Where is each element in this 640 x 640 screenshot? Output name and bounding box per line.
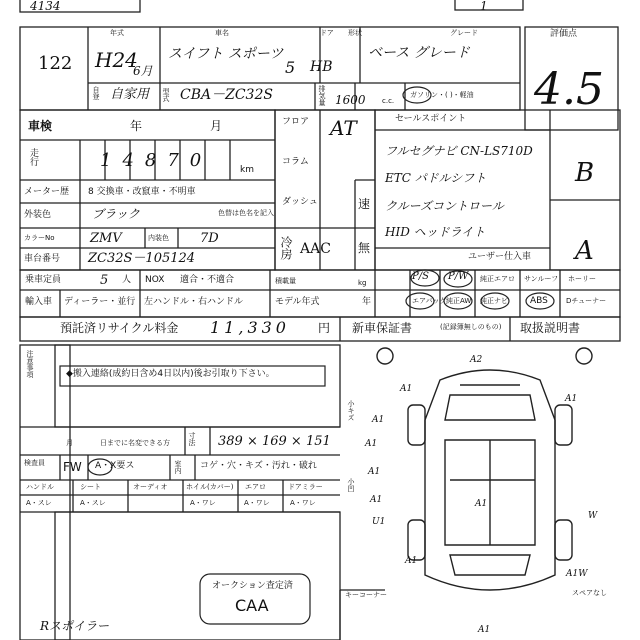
- registration-value: 自家用: [110, 87, 150, 102]
- recycle-label: 預託済リサイクル料金: [60, 321, 179, 335]
- map-mark: W: [588, 511, 598, 521]
- equip-pw: P/W: [448, 271, 469, 282]
- row-seat: シート: [80, 483, 101, 491]
- hiroof-label: ホーリー: [568, 275, 596, 283]
- color-no-value: ZMV: [90, 231, 122, 246]
- load-label: 積載量: [275, 277, 296, 285]
- capacity-label: 乗車定員: [25, 275, 62, 285]
- model-value: CBA－ZC32S: [180, 87, 273, 103]
- fw-label: FW: [63, 460, 82, 474]
- interior-label: 内装色: [148, 234, 169, 242]
- equip-ps: P/S: [412, 271, 429, 282]
- meter-options: 8 交換車・改竄車・不明車: [88, 187, 196, 197]
- import-label: 輸入車: [25, 297, 53, 307]
- dash-label: ダッシュ: [282, 197, 318, 207]
- sales-point-3: クルーズコントロール: [385, 199, 504, 213]
- mileage-label: 走行: [28, 148, 38, 166]
- map-mark: A2: [470, 355, 483, 365]
- row-aero-value: A・ワレ: [244, 499, 270, 507]
- exterior-score: A: [575, 236, 594, 266]
- displacement-label: 排気量: [318, 85, 326, 106]
- floor-label: フロア: [282, 117, 310, 127]
- ac-label: 冷房: [279, 236, 293, 260]
- exterior-color-value: ブラック: [92, 207, 140, 221]
- map-mark: A1: [368, 467, 381, 477]
- top-right-box: [455, 0, 523, 13]
- dimensions-value: 389 × 169 × 151: [218, 434, 331, 449]
- user-label: ユーザー仕入車: [468, 252, 532, 262]
- map-mark: A1: [370, 495, 383, 505]
- row-aero: エアロ: [245, 483, 266, 491]
- fuel-options: ガソリン・( )・軽油: [410, 91, 474, 99]
- ac-value: AAC: [300, 241, 331, 257]
- spare-note: スペアなし: [572, 589, 607, 597]
- row-audio: オーディオ: [133, 483, 168, 491]
- sales-point-2: ETC パドルシフト: [385, 171, 487, 185]
- mileage-unit: km: [240, 165, 254, 175]
- score-value: 4.5: [534, 64, 604, 115]
- bottom-note: Rスポイラー: [40, 619, 110, 633]
- map-mark: U1: [372, 517, 386, 527]
- interior-score: B: [575, 158, 595, 188]
- year-value: H24: [95, 48, 138, 72]
- capacity-value: 5: [100, 273, 109, 288]
- sales-points-label: セールスポイント: [395, 114, 467, 124]
- row-wheel-value: A・ワレ: [190, 499, 216, 507]
- sales-point-4: HID ヘッドライト: [385, 225, 486, 239]
- color-no-label: カラーNo: [24, 234, 55, 242]
- kg-label: kg: [358, 279, 367, 287]
- transmission-value: AT: [330, 116, 357, 140]
- model-label: 型式: [162, 88, 170, 102]
- displacement-value: 1600: [335, 93, 366, 107]
- registration-label: 自登: [92, 86, 100, 100]
- small-scratch-label: 小キズ: [347, 400, 355, 421]
- shape-value: HB: [310, 59, 333, 75]
- car-name-label: 車名: [215, 29, 229, 37]
- map-mark: A1: [478, 625, 491, 635]
- row-mirror-value: A・ワレ: [290, 499, 316, 507]
- shape-label: 形状: [348, 29, 362, 37]
- row-handle-value: A・スレ: [26, 499, 52, 507]
- inspection-year-unit: 年: [130, 119, 143, 133]
- grade-label: グレード: [450, 29, 478, 37]
- dims-label: 寸法: [188, 432, 196, 446]
- map-mark: A1: [372, 415, 385, 425]
- auction-brand: CAA: [235, 596, 269, 615]
- equip-aw: 純正AW: [446, 297, 472, 305]
- corner-label: キーコーナー: [345, 591, 387, 599]
- auction-stamp: オークション査定済: [212, 581, 293, 591]
- car-name-value: スイフト スポーツ: [168, 46, 284, 62]
- map-mark: A1: [365, 439, 378, 449]
- inspection-month-unit: 月: [210, 119, 223, 133]
- new-warranty-label: 新車保証書: [352, 321, 413, 335]
- persons-label: 人: [122, 275, 132, 285]
- lot-number: 4134: [30, 0, 61, 13]
- nav-label: 無: [358, 241, 371, 255]
- door-label: ドア: [320, 29, 334, 37]
- manual-label: 取扱説明書: [520, 321, 581, 335]
- top-score-partial: 1: [480, 0, 488, 13]
- interior-value: 7D: [200, 231, 219, 246]
- dealer-notice: ◆搬入連絡(成約日含め4日以内)後お引取り下さい。: [66, 369, 275, 379]
- small-dent-label: 小凹: [347, 478, 355, 492]
- column-label: コラム: [282, 157, 309, 167]
- row-seat-value: A・スレ: [80, 499, 106, 507]
- recycle-value: 11,330: [210, 318, 290, 337]
- row-mirror: ドアミラー: [288, 483, 323, 491]
- mileage-value: 14870: [100, 150, 213, 171]
- inspection-label: 車検: [28, 119, 53, 133]
- deadline-label: 日までに名変できる方: [100, 439, 170, 447]
- import-options: ディーラー・並行: [64, 297, 136, 307]
- yen-label: 円: [318, 321, 331, 335]
- color-note: 色替は色名を記入: [218, 209, 274, 217]
- rating-label: 評価点: [550, 29, 578, 39]
- sunroof-label: サンルーフ: [524, 275, 559, 283]
- meter-label: メーター歴: [24, 187, 70, 197]
- nox-label: NOX: [145, 275, 165, 285]
- equip-aero: 純正エアロ: [480, 275, 515, 283]
- room-label: 室内: [174, 460, 182, 474]
- steering-options: 左ハンドル・右ハンドル: [144, 297, 244, 307]
- chassis-label: 車台番号: [24, 254, 61, 264]
- model-year-unit: 年: [362, 297, 372, 307]
- equip-tuner: Dチューナー: [566, 297, 607, 305]
- equip-abs: ABS: [530, 296, 548, 306]
- inspector-label: 検査員: [24, 459, 45, 467]
- chassis-value: ZC32S－105124: [88, 251, 196, 266]
- row-handle: ハンドル: [26, 483, 54, 491]
- equip-airbag: エアバッグ: [412, 297, 447, 305]
- entry-number: 122: [38, 53, 73, 74]
- map-mark: A1W: [566, 569, 588, 579]
- month-value: 6月: [133, 64, 153, 78]
- day-month-label: 月: [66, 439, 73, 447]
- exterior-color-label: 外装色: [24, 210, 52, 220]
- warranty-note: (記録簿無しのもの): [440, 323, 502, 331]
- room-values: A・X要ス: [95, 461, 135, 471]
- map-mark: A1: [405, 556, 418, 566]
- map-mark: A1: [400, 384, 413, 394]
- row-wheel: ホイル(カバー): [186, 483, 234, 491]
- year-label: 年式: [110, 29, 124, 37]
- sales-point-1: フルセグナビ CN-LS710D: [385, 144, 533, 158]
- equip-nav: 純正ナビ: [480, 297, 508, 305]
- grade-value: ベース グレード: [368, 45, 470, 61]
- map-mark: A1: [565, 394, 578, 404]
- map-mark: A1: [475, 499, 488, 509]
- notice-side-label: 注意事項: [26, 350, 34, 378]
- door-value: 5: [285, 58, 296, 77]
- speed-label: 速: [358, 197, 371, 211]
- model-year-label: モデル年式: [275, 297, 320, 307]
- nox-options: 適合・不適合: [180, 275, 235, 285]
- cc-label: c.c.: [382, 97, 395, 105]
- defects-label: コゲ・穴・キズ・汚れ・破れ: [200, 461, 317, 471]
